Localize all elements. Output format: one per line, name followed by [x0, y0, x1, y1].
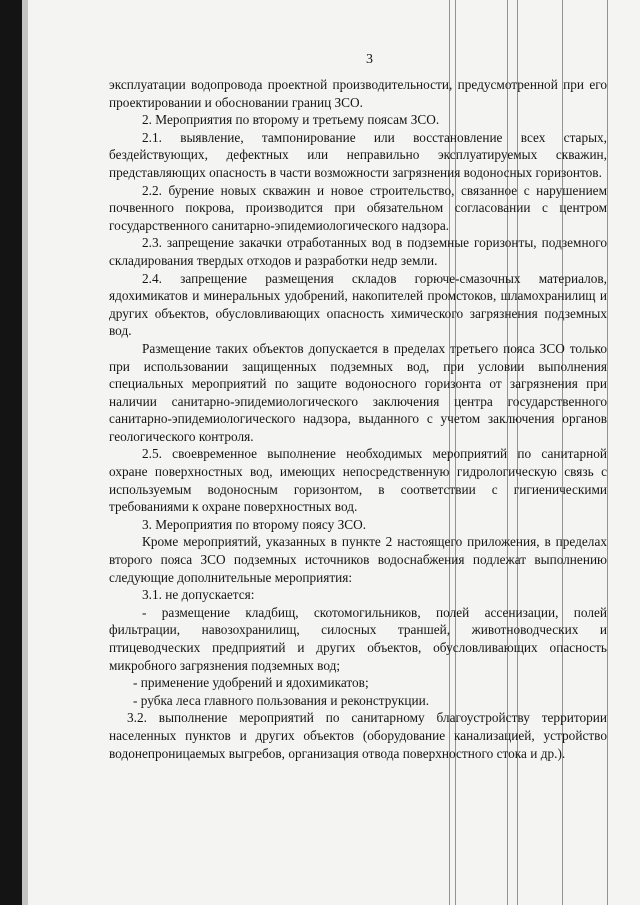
paragraph: 2.2. бурение новых скважин и новое строительство, связанное с нарушением почвенного покрова, производится при обязательном согласовании с центром государственного санитарно-эпидемиологического надзора. [109, 182, 607, 233]
paragraph: Кроме мероприятий, указанных в пункте 2 настоящего приложения, в пределах второго пояса ЗСО подземных источников водоснабжения подлежат выполнению следующие дополнительные мероприятия: [109, 534, 607, 585]
list-item: - применение удобрений и ядохимикатов; [133, 675, 369, 691]
paragraph: 3.2. выполнение мероприятий по санитарному благоустройству территории населенных пунктов и других объектов (оборудование канализацией, устройство водонепроницаемых выгребов, организация отвода поверхностного стока и др.). [109, 710, 607, 761]
document-body [109, 76, 607, 762]
section-heading: 2. Мероприятия по второму и третьему поясам ЗСО. [142, 112, 440, 128]
page-number: 3 [366, 52, 373, 67]
paragraph: 2.5. своевременное выполнение необходимых мероприятий по санитарной охране поверхностных вод, имеющих непосредственную гидрологическую связь с используемым водоносным горизонтом, в соответствии с гигиеническими требованиями к охране поверхностных вод. [109, 446, 607, 515]
section-heading: 3. Мероприятия по второму поясу ЗСО. [142, 516, 367, 532]
scan-edge-shadow [0, 0, 22, 905]
paragraph: 2.3. запрещение закачки отработанных вод в подземные горизонты, подземного складирования твердых отходов и разработки недр земли. [109, 235, 607, 268]
scan-edge-gradient [22, 0, 28, 905]
paragraph: Размещение таких объектов допускается в пределах третьего пояса ЗСО только при использовании защищенных подземных вод, при условии выполнения специальных мероприятий по защите водоносного горизонта от загрязнения при наличии санитарно-эпидемиологического заключения центра государственного санитарно-эпидемиологического надзора, выданного с учетом заключения органов геологического контроля. [109, 340, 607, 444]
paragraph: эксплуатации водопровода проектной производительности, предусмотренной при его проектировании и обосновании границ ЗСО. [109, 77, 607, 110]
list-item: - рубка леса главного пользования и реконструкции. [133, 692, 430, 708]
paragraph: 3.1. не допускается: [142, 587, 255, 603]
paragraph: 2.4. запрещение размещения складов горюче-смазочных материалов, ядохимикатов и минеральных удобрений, накопителей промстоков, шламохранилищ и других объектов, обусловливающих опасность химического загрязнения подземных вод. [109, 270, 607, 339]
scan-artifact-line [607, 0, 608, 905]
list-item: - размещение кладбищ, скотомогильников, полей ассенизации, полей фильтрации, навозохранилищ, силосных траншей, животноводческих и птицеводческих предприятий и других объектов, обусловливающих опасность микробного загрязнения подземных вод; [109, 604, 607, 673]
paragraph: 2.1. выявление, тампонирование или восстановление всех старых, бездействующих, дефектных или неправильно эксплуатируемых скважин, представляющих опасность в части возможности загрязнения водоносных горизонтов. [109, 129, 607, 180]
